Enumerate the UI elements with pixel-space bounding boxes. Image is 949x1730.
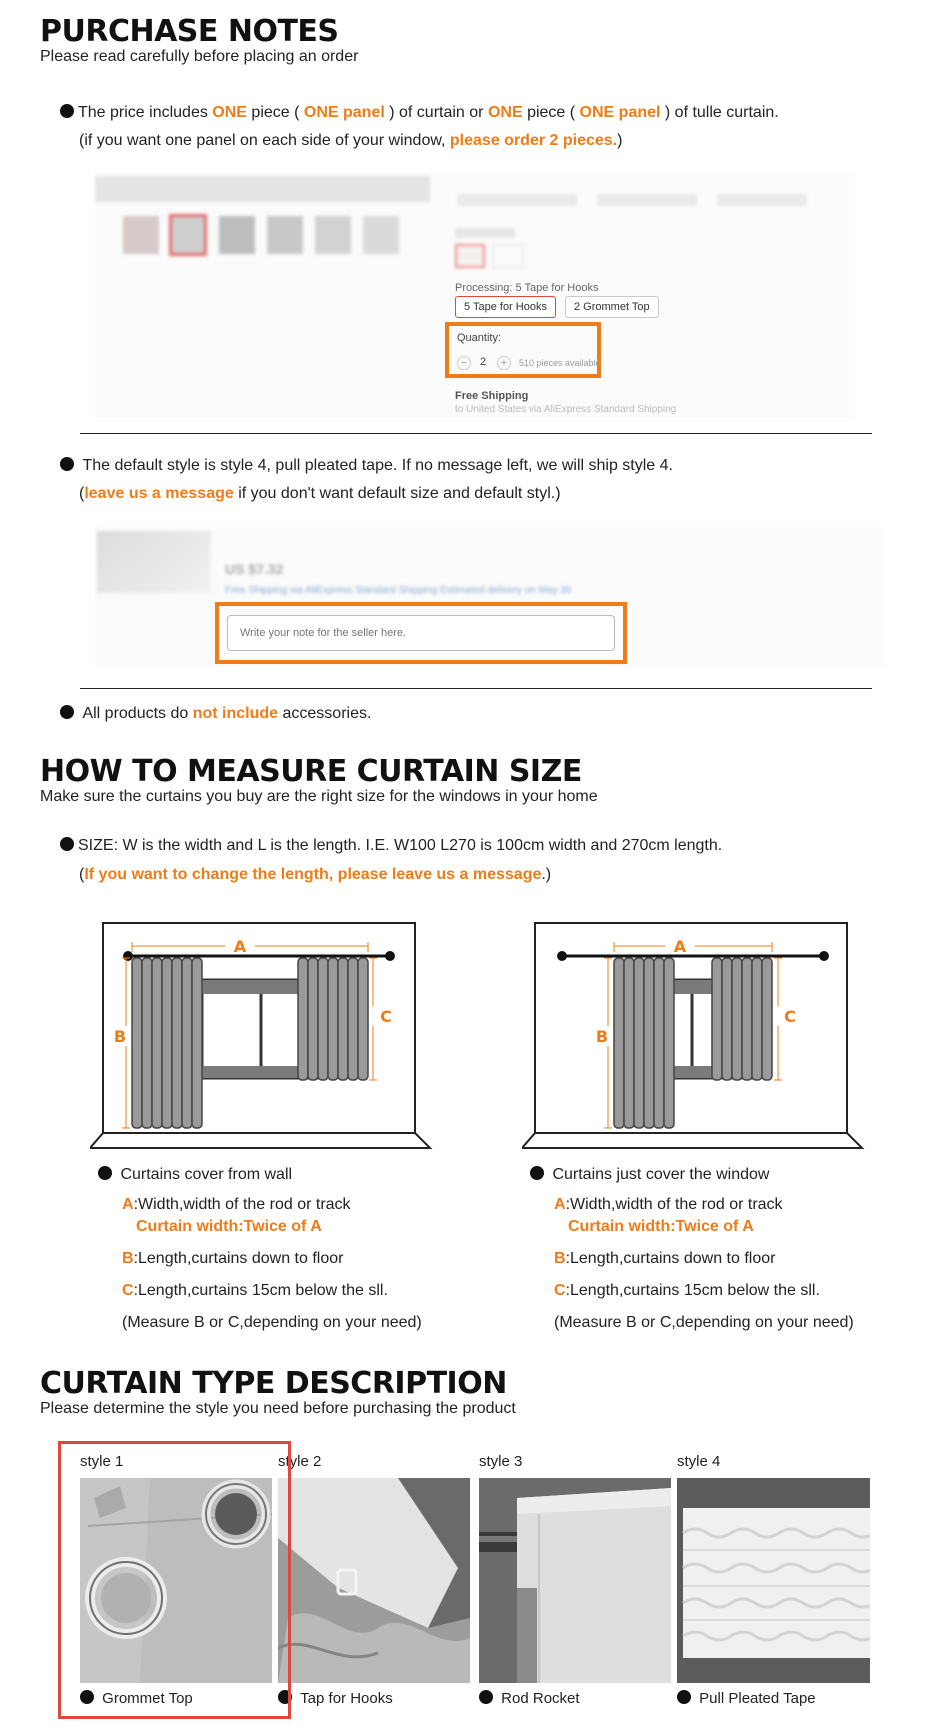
right-curtain — [712, 958, 772, 1080]
left-a-sub: Curtain width:Twice of A — [136, 1218, 322, 1235]
purchase-notes-subtitle: Please read carefully before placing an order — [40, 48, 359, 65]
dimension-label-b: B — [595, 1027, 609, 1046]
right-b-line — [554, 1250, 775, 1268]
blurred-label — [455, 228, 515, 238]
text-highlight: C — [554, 1282, 566, 1299]
purchase-notes-title: PURCHASE NOTES — [40, 14, 339, 49]
text: Pull Pleated Tape — [699, 1690, 816, 1707]
left-heading — [98, 1166, 292, 1184]
left-curtain — [614, 958, 674, 1128]
text: piece ( — [522, 104, 580, 121]
bullet-dot — [530, 1166, 544, 1180]
text: :Width,width of the rod or track — [565, 1196, 783, 1213]
bullet-price-line-2 — [79, 132, 622, 150]
text: The price includes — [78, 104, 213, 121]
thumb — [267, 216, 303, 254]
text: :Length,curtains 15cm below the sll. — [133, 1282, 388, 1299]
text: All products do — [82, 705, 193, 722]
style-2-label: style 2 — [278, 1453, 322, 1470]
text: Curtains cover from wall — [120, 1166, 293, 1183]
text-highlight: ONE panel — [303, 104, 385, 121]
right-a-line — [554, 1196, 783, 1214]
text-highlight: C — [122, 1282, 134, 1299]
text: Tap for Hooks — [300, 1690, 393, 1707]
dimension-label-a: A — [673, 937, 687, 956]
bullet-dot — [60, 705, 74, 719]
text-highlight: not include — [192, 705, 279, 722]
quantity-available: 510 pieces available — [519, 358, 601, 368]
right-curtain — [298, 958, 368, 1080]
left-a-line — [122, 1196, 351, 1214]
bullet-default-style-line-2 — [79, 485, 561, 503]
free-shipping-label: Free Shipping — [455, 390, 529, 402]
text: if you don't want default size and default styl.) — [233, 485, 561, 502]
product-screenshot-2 — [95, 527, 883, 667]
floor — [90, 1133, 430, 1148]
types-subtitle: Please determine the style you need before purchasing the product — [40, 1400, 516, 1417]
text: ( — [79, 866, 85, 883]
text-highlight: ONE — [212, 104, 247, 121]
style-1-selection-box — [58, 1441, 291, 1719]
diagram-cover-wall — [90, 918, 435, 1154]
text: ) — [617, 132, 623, 149]
left-b-line — [122, 1250, 343, 1268]
style-1-label: style 1 — [80, 1453, 124, 1470]
right-note: (Measure B or C,depending on your need) — [554, 1314, 854, 1331]
divider — [80, 433, 872, 434]
left-c-line — [122, 1282, 388, 1300]
seller-note-input[interactable] — [227, 615, 615, 651]
style-3-caption — [479, 1690, 580, 1707]
product-screenshot-1 — [95, 172, 855, 418]
quantity-label: Quantity: — [457, 332, 502, 344]
style-2-image — [278, 1478, 470, 1683]
thumb — [219, 216, 255, 254]
bullet-accessories — [60, 705, 371, 723]
style-3-label: style 3 — [479, 1453, 523, 1470]
thumb — [315, 216, 351, 254]
text: Grommet Top — [102, 1690, 193, 1707]
text: ( — [79, 485, 85, 502]
text: :Length,curtains down to floor — [133, 1250, 344, 1267]
text-highlight: A — [122, 1196, 134, 1213]
measure-subtitle: Make sure the curtains you buy are the right size for the windows in your home — [40, 788, 598, 805]
bullet-size-line-2 — [79, 866, 551, 884]
processing-label: Processing: 5 Tape for Hooks — [455, 282, 599, 294]
quantity-highlight-box — [445, 322, 601, 378]
bullet-dot — [98, 1166, 112, 1180]
text-highlight: A — [554, 1196, 566, 1213]
text: piece ( — [246, 104, 304, 121]
text-highlight: B — [554, 1250, 566, 1267]
right-a-sub: Curtain width:Twice of A — [568, 1218, 754, 1235]
shipping-estimate-text: Free Shipping via AliExpress Standard Shipping Estimated delivery on May 30 — [225, 585, 572, 596]
text: Rod Rocket — [501, 1690, 580, 1707]
text-highlight: B — [122, 1250, 134, 1267]
text-highlight: ONE — [487, 104, 523, 121]
style-2-caption — [278, 1690, 393, 1707]
divider — [80, 688, 872, 689]
quantity-value[interactable]: 2 — [480, 356, 487, 368]
blurred-tab — [597, 194, 697, 206]
text-highlight: please order 2 pieces. — [449, 132, 618, 149]
text-highlight: ONE panel — [579, 104, 661, 121]
bullet-dot — [60, 837, 74, 851]
blurred-tab — [457, 194, 577, 206]
text: Curtains just cover the window — [552, 1166, 770, 1183]
text: SIZE: W is the width and L is the length. I.E. W100 L270 is 100cm width and 270cm length. — [78, 837, 723, 854]
text: (if you want one panel on each side of your window, — [79, 132, 450, 149]
text: ) of curtain or — [384, 104, 488, 121]
right-heading — [530, 1166, 769, 1184]
floor — [522, 1133, 862, 1148]
text: ) of tulle curtain. — [660, 104, 779, 121]
text: :Length,curtains 15cm below the sll. — [565, 1282, 820, 1299]
dimension-label-a: A — [233, 937, 247, 956]
left-note: (Measure B or C,depending on your need) — [122, 1314, 422, 1331]
thumb — [363, 216, 399, 254]
text: :Width,width of the rod or track — [133, 1196, 351, 1213]
types-title: CURTAIN TYPE DESCRIPTION — [40, 1366, 507, 1401]
text: :Length,curtains down to floor — [565, 1250, 776, 1267]
blurred-option — [493, 244, 523, 268]
option-grommet-top[interactable]: 2 Grommet Top — [565, 296, 659, 318]
dimension-label-b: B — [113, 1027, 127, 1046]
bullet-dot — [60, 104, 74, 118]
bullet-default-style — [60, 457, 673, 475]
bullet-price-line — [60, 104, 779, 122]
bullet-size — [60, 837, 722, 855]
bullet-dot — [479, 1690, 493, 1704]
text-highlight: If you want to change the length, please leave us a message — [84, 866, 542, 883]
style-4-label: style 4 — [677, 1453, 721, 1470]
bullet-dot — [60, 457, 74, 471]
measure-title: HOW TO MEASURE CURTAIN SIZE — [40, 754, 582, 789]
quantity-decrease-button[interactable]: − — [457, 356, 471, 370]
quantity-increase-button[interactable]: + — [497, 356, 511, 370]
style-4-caption — [677, 1690, 816, 1707]
style-4-image — [677, 1478, 870, 1683]
thumb-selected — [169, 214, 207, 256]
image-strip-blurred — [95, 176, 430, 202]
text: .) — [541, 866, 552, 883]
shipping-destination: to United States via AliExpress Standard Shipping — [455, 404, 677, 415]
dimension-label-c: C — [380, 1007, 392, 1026]
bullet-dot — [677, 1690, 691, 1704]
style-3-image — [479, 1478, 671, 1683]
price-text: US $7.32 — [225, 561, 284, 577]
dimension-label-c: C — [784, 1007, 796, 1026]
blurred-option — [455, 244, 485, 268]
option-tape-for-hooks[interactable]: 5 Tape for Hooks — [455, 296, 556, 318]
text: accessories. — [278, 705, 372, 722]
diagram-cover-window — [522, 918, 867, 1154]
product-thumb-blurred — [97, 531, 211, 593]
thumb — [123, 216, 159, 254]
text: The default style is style 4, pull pleated tape. If no message left, we will ship style 4. — [82, 457, 673, 474]
left-curtain — [132, 958, 202, 1128]
right-c-line — [554, 1282, 820, 1300]
blurred-tab — [717, 194, 807, 206]
text-highlight: leave us a message — [84, 485, 234, 502]
